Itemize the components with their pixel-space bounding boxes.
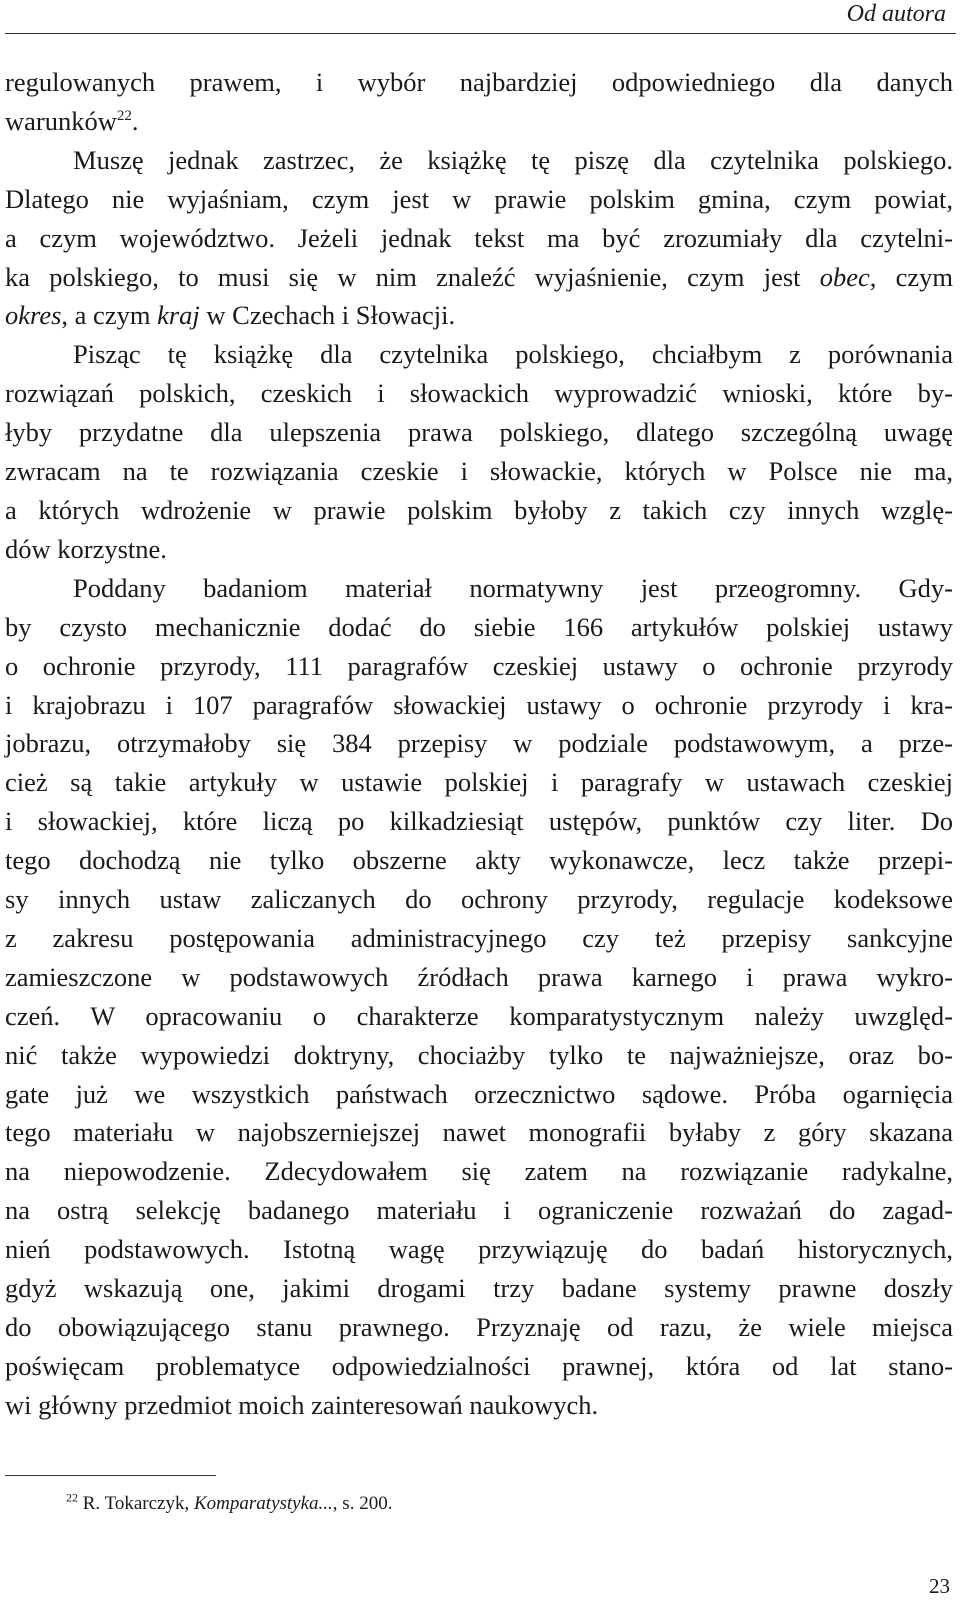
page-number: 23 — [929, 1574, 950, 1598]
body-line: czeń. W opracowaniu o charakterze komparatystycznym należy uwzględ- — [5, 1000, 953, 1031]
italic-term: okres — [5, 300, 62, 331]
body-line: poświęcam problematyce odpowiedzialności prawnej, która od lat stano- — [5, 1350, 953, 1381]
body-line: wi główny przedmiot moich zainteresowań naukowych. — [5, 1389, 599, 1420]
body-line: Dlatego nie wyjaśniam, czym jest w prawie polskim gmina, czym powiat, — [5, 183, 953, 214]
body-line: tego dochodzą nie tylko obszerne akty wykonawcze, lecz także przepi- — [5, 845, 953, 876]
body-line: cież są takie artykuły w ustawie polskiej i paragrafy w ustawach czeskiej — [5, 767, 953, 798]
body-line: warunków$^{22}$. — [5, 105, 139, 136]
body-line: rozwiązań polskich, czeskich i słowackich wyprowadzić wnioski, które by- — [5, 378, 953, 409]
body-line: by czysto mechanicznie dodać do siebie 166 artykułów polskiej ustawy — [5, 611, 953, 642]
body-line: nień podstawowych. Istotną wagę przywiązuję do badań historycznych, — [5, 1234, 953, 1265]
body-line: gdyż wskazują one, jakimi drogami trzy badane systemy prawne doszły — [5, 1273, 953, 1304]
body-line: ka polskiego, to musi się w nim znaleźć wyjaśnienie, czym jest obec, czym — [5, 261, 954, 292]
body-line: sy innych ustaw zaliczanych do ochrony przyrody, regulacje kodeksowe — [5, 884, 953, 915]
footnote-author: R. Tokarczyk, — [82, 1493, 194, 1514]
running-head: Od autora — [846, 1, 946, 27]
body-line: Poddany badaniom materiał normatywny jest przeogromny. Gdy- — [73, 572, 953, 603]
body-line: zwracam na te rozwiązania czeskie i słowackie, których w Polsce nie ma, — [5, 456, 953, 487]
footnote-title: Komparatystyka... — [194, 1493, 333, 1514]
body-line: i słowackiej, które liczą po kilkadziesiąt ustępów, punktów czy liter. Do — [5, 806, 953, 837]
body-line: a których wdrożenie w prawie polskim byłoby z takich czy innych wzglę- — [5, 494, 953, 525]
footnote-reference[interactable]: 22 — [116, 108, 132, 125]
footnote-marker: 22 — [66, 1490, 78, 1505]
body-line: jobrazu, otrzymałoby się 384 przepisy w podziale podstawowym, a prze- — [5, 728, 953, 759]
body-line: na niepowodzenie. Zdecydowałem się zatem na rozwiązanie radykalne, — [5, 1156, 953, 1187]
body-line: o ochronie przyrody, 111 paragrafów czeskiej ustawy o ochronie przyrody — [5, 650, 953, 681]
body-line: dów korzystne. — [5, 533, 167, 564]
body-line: Pisząc tę książkę dla czytelnika polskiego, chciałbym z porównania — [73, 339, 953, 370]
footnote-rule — [5, 1475, 216, 1476]
italic-term: obec — [819, 261, 870, 292]
body-line: z zakresu postępowania administracyjnego czy też przepisy sankcyjne — [5, 922, 953, 953]
body-line: nić także wypowiedzi doktryny, chociażby tylko te najważniejsze, oraz bo- — [5, 1039, 953, 1070]
body-line: regulowanych prawem, i wybór najbardziej odpowiedniego dla danych — [5, 67, 953, 97]
body-text — [5, 63, 953, 1425]
body-line: zamieszczone w podstawowych źródłach prawa karnego i prawa wykro- — [5, 961, 953, 992]
italic-term: kraj — [157, 300, 200, 331]
body-line: gate już we wszystkich państwach orzecznictwo sądowe. Próba ogarnięcia — [5, 1078, 953, 1109]
body-line: do obowiązującego stanu prawnego. Przyznaję od razu, że wiele miejsca — [5, 1312, 953, 1342]
header-rule — [5, 33, 956, 34]
body-line: a czym województwo. Jeżeli jednak tekst ma być zrozumiały dla czytelni- — [5, 222, 953, 253]
body-line: łyby przydatne dla ulepszenia prawa polskiego, dlatego szczególną uwagę — [5, 417, 953, 448]
body-line: tego materiału w najobszerniejszej nawet monografii byłaby z góry skazana — [5, 1117, 953, 1148]
body-line: na ostrą selekcję badanego materiału i ograniczenie rozważań do zagad- — [5, 1195, 953, 1226]
footnote-rest: , s. 200. — [332, 1493, 393, 1514]
body-line: okres, a czym kraj w Czechach i Słowacji. — [5, 300, 456, 331]
body-line: Muszę jednak zastrzec, że książkę tę piszę dla czytelnika polskiego. — [73, 144, 953, 175]
footnote — [66, 1492, 392, 1516]
body-line: i krajobrazu i 107 paragrafów słowackiej ustawy o ochronie przyrody i kra- — [5, 689, 953, 720]
